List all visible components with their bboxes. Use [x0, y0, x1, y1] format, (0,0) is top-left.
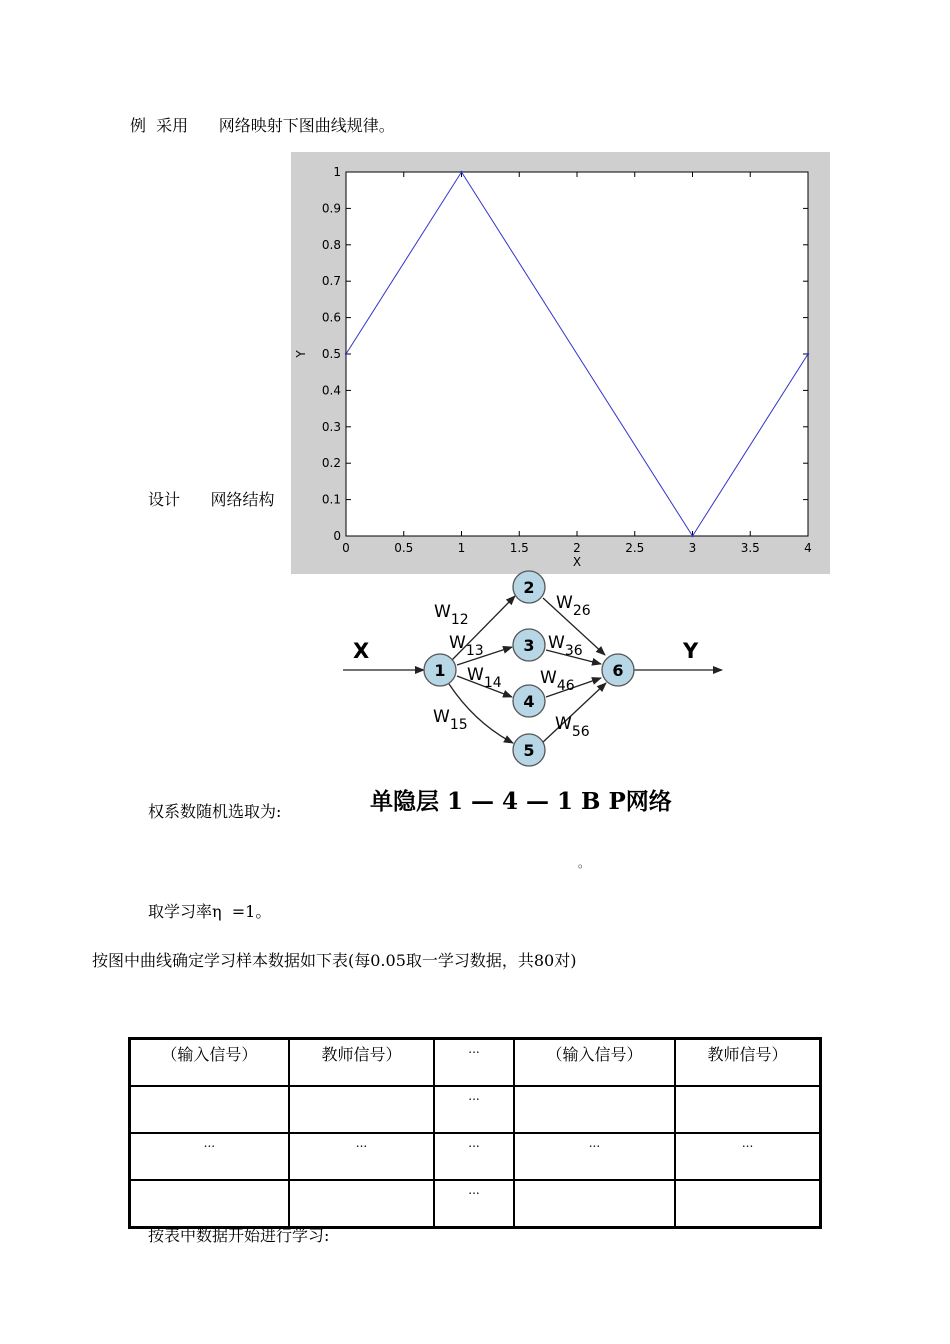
bp-network-diagram [335, 565, 735, 775]
x-tick-label: 3 [688, 541, 697, 555]
x-tick-label: 2 [573, 541, 581, 555]
data-point [460, 171, 462, 173]
line-chart-svg [291, 152, 830, 574]
small-mark: 。 [578, 856, 591, 870]
table-header-cell: （输入信号） [130, 1039, 289, 1087]
x-tick-label: 3.5 [740, 541, 760, 555]
x-tick-label: 1 [457, 541, 466, 555]
table-cell: ... [289, 1133, 434, 1180]
y-tick-label: 0 [333, 529, 341, 543]
weight-w14: $W_{14}$ [467, 665, 502, 691]
weight-w13: $W_{13}$ [449, 633, 484, 659]
table-cell: ... [434, 1086, 514, 1133]
node-2 [513, 571, 545, 603]
y-tick-label: 0.5 [321, 347, 341, 361]
x-tick-label: 2.5 [625, 541, 645, 555]
y-tick-label: 0.4 [321, 383, 341, 398]
table-header-cell: ... [434, 1039, 514, 1087]
weight-w56: $W_{56}$ [555, 714, 590, 740]
y-tick-label: 0.8 [321, 237, 341, 252]
table-cell [514, 1086, 675, 1133]
table-cell [289, 1180, 434, 1228]
table-header-cell: 教师信号） [675, 1039, 820, 1087]
y-tick-label: 0.6 [321, 310, 341, 325]
weight-w36: $W_{36}$ [548, 633, 583, 659]
learning-rate-line: 取学习率η =1。 [148, 902, 272, 921]
data-point [345, 353, 347, 355]
table-row [130, 1133, 821, 1180]
y-tick-label: 1 [333, 165, 341, 179]
y-tick-label: 0.3 [321, 419, 341, 434]
table-cell [675, 1086, 820, 1133]
node-5-label: 5 [523, 741, 535, 760]
table-header-cell: 教师信号） [289, 1039, 434, 1087]
table-cell: ... [514, 1133, 675, 1180]
node-6-label: 6 [612, 661, 624, 680]
table-cell [130, 1180, 289, 1228]
weights-label: 权系数随机选取为: [148, 802, 282, 821]
weight-w15: $W_{15}$ [433, 707, 468, 733]
table-cell: ... [130, 1133, 289, 1180]
input-label: X [353, 639, 370, 663]
output-label: Y [683, 639, 699, 663]
node-3-label: 3 [523, 636, 535, 655]
node-4-label: 4 [523, 692, 535, 711]
x-tick-label: 1.5 [509, 541, 529, 555]
network-caption: 单隐层 1 — 4 — 1 B P网络 [370, 788, 672, 815]
node-1 [424, 654, 456, 686]
table-row [130, 1086, 821, 1133]
table-header-row [130, 1039, 821, 1087]
table-cell [289, 1086, 434, 1133]
intro-line: 例 采用 网络映射下图曲线规律。 [130, 116, 395, 135]
node-4 [513, 685, 545, 717]
table-cell: ... [434, 1133, 514, 1180]
weight-w26: $W_{26}$ [556, 593, 591, 619]
y-axis-label: Y [294, 350, 308, 358]
design-label: 设计 网络结构 [148, 490, 275, 509]
y-tick-label: 0.1 [321, 492, 341, 507]
y-tick-label: 0.7 [321, 274, 341, 289]
table-cell [514, 1180, 675, 1228]
node-6 [602, 654, 634, 686]
data-point [807, 353, 809, 355]
table-row [130, 1180, 821, 1228]
x-tick-label: 4 [804, 541, 812, 555]
node-5 [513, 734, 545, 766]
sample-description: 按图中曲线确定学习样本数据如下表(每0.05取一学习数据，共80对) [92, 951, 577, 970]
weight-w12: $W_{12}$ [434, 602, 469, 628]
node-1-label: 1 [434, 661, 446, 680]
weight-w46: $W_{46}$ [540, 668, 575, 694]
node-3 [513, 629, 545, 661]
edge-1-5 [449, 684, 513, 743]
node-2-label: 2 [523, 578, 535, 597]
data-point [691, 535, 693, 537]
y-tick-label: 0.9 [321, 201, 341, 216]
table-cell: ... [675, 1133, 820, 1180]
table-cell [675, 1180, 820, 1228]
final-line: 按表中数据开始进行学习: [148, 1226, 330, 1245]
x-tick-label: 0.5 [394, 541, 414, 555]
x-tick-label: 0 [342, 541, 350, 555]
y-tick-label: 0.2 [321, 456, 341, 471]
sample-data-table [128, 1037, 822, 1229]
table-cell: ... [434, 1180, 514, 1228]
line-chart [291, 152, 830, 574]
x-axis-label: X [572, 555, 582, 569]
table-header-cell: （输入信号） [514, 1039, 675, 1087]
table-cell [130, 1086, 289, 1133]
